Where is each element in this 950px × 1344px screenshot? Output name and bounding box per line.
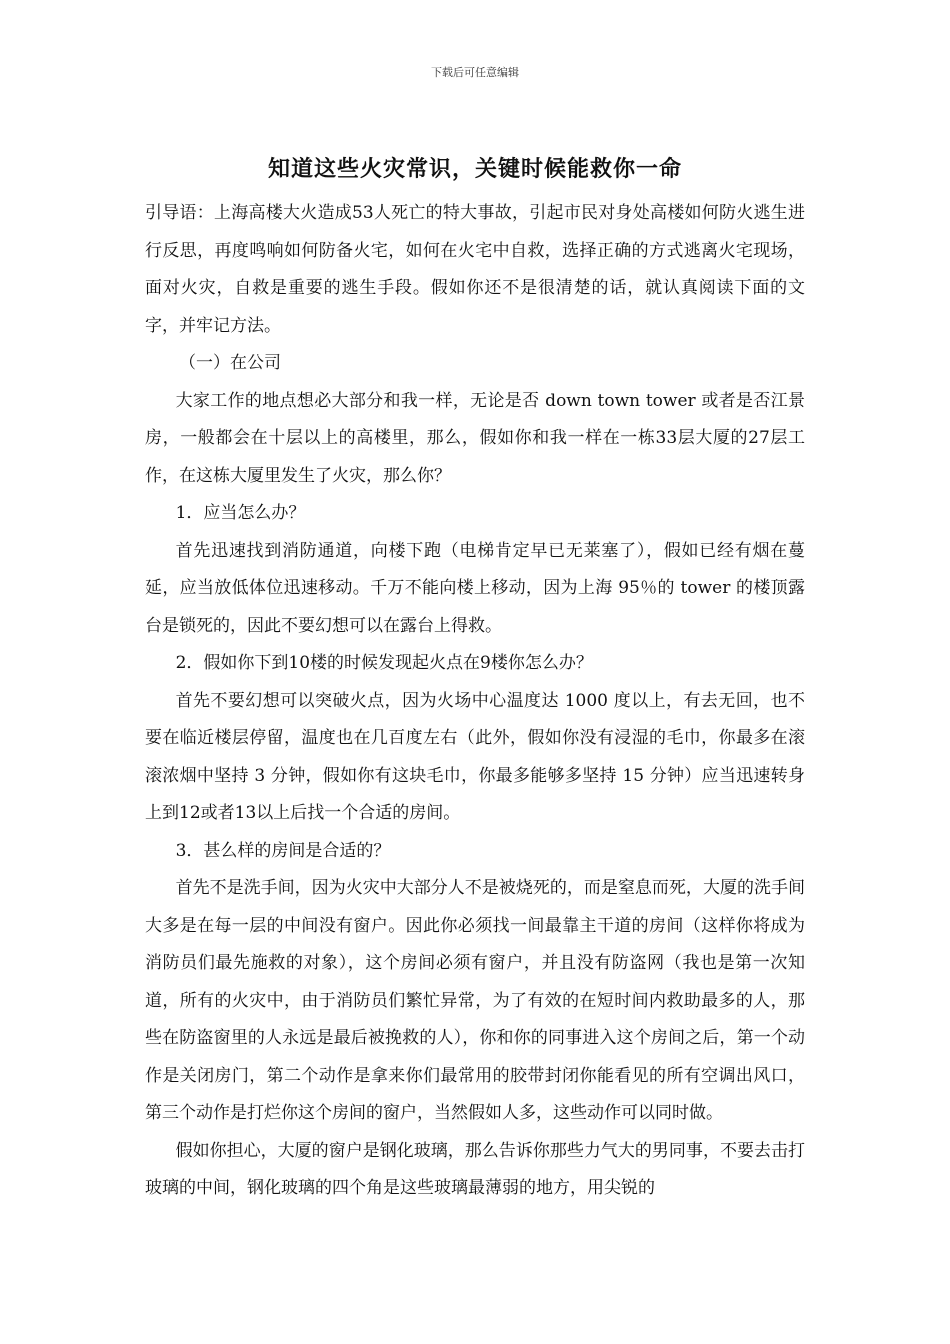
paragraph: 首先不是洗手间，因为火灾中大部分人不是被烧死的，而是窒息而死，大厦的洗手间大多是在每一层的中间没有窗户。因此你必须找一间最靠主干道的房间（这样你将成为消防员们最先施救的对象），这个房间必须有窗户，并且没有防盗网（我也是第一次知道，所有的火灾中，由于消防员们繁忙异常，为了有效的在短时间内救助最多的人，那些在防盗窗里的人永远是最后被挽救的人），你和你的同事进入这个房间之后，第一个动作是关闭房门，第二个动作是拿来你们最常用的胶带封闭你能看见的所有空调出风口，第三个动作是打烂你这个房间的窗户，当然假如人多，这些动作可以同时做。 (145, 878, 805, 1123)
question-heading: 3．甚么样的房间是合适的？ (175, 840, 391, 861)
paragraph-intro: 引导语：上海高楼大火造成53人死亡的特大事故，引起市民对身处高楼如何防火逃生进行反思，再度鸣响如何防备火宅，如何在火宅中自救，选择正确的方式逃离火宅现场，面对火灾，自救是重要的逃生手段。假如你还不是很清楚的话，就认真阅读下面的文字，并牢记方法。 (145, 203, 805, 336)
document-body (145, 195, 805, 1208)
header-note: 下载后可任意编辑 (431, 66, 519, 79)
question-heading: 2．假如你下到10楼的时候发现起火点在9楼你怎么办？ (175, 653, 593, 673)
paragraph: 假如你担心，大厦的窗户是钢化玻璃，那么告诉你那些力气大的男同事，不要去击打玻璃的中间，钢化玻璃的四个角是这些玻璃最薄弱的地方，用尖锐的 (145, 1140, 805, 1198)
paragraph: 首先不要幻想可以突破火点，因为火场中心温度达 1000 度以上，有去无回，也不要在临近楼层停留，温度也在几百度左右（此外，假如你没有浸湿的毛巾，你最多在滚滚浓烟中坚持 3 分钟，假如你有这块毛巾，你最多能够多坚持 15 分钟）应当迅速转身上到12或者13以上后找一个合适的房间。 (145, 690, 805, 823)
paragraph: 首先迅速找到消防通道，向楼下跑（电梯肯定早已无莱塞了），假如已经有烟在蔓延，应当放低体位迅速移动。千万不能向楼上移动，因为上海 95％的 tower 的楼顶露台是锁死的，因此不要幻想可以在露台上得救。 (145, 540, 805, 636)
question-heading: 1．应当怎么办？ (175, 503, 306, 523)
document-title: 知道这些火灾常识，关键时候能救你一命 (267, 157, 682, 182)
paragraph: 大家工作的地点想必大部分和我一样，无论是否 down town tower 或者是否江景房，一般都会在十层以上的高楼里，那么，假如你和我一样在一栋33层大厦的27层工作，在这栋大厦里发生了火灾，那么你？ (145, 390, 805, 486)
section-heading-company: （一）在公司 (179, 353, 281, 373)
